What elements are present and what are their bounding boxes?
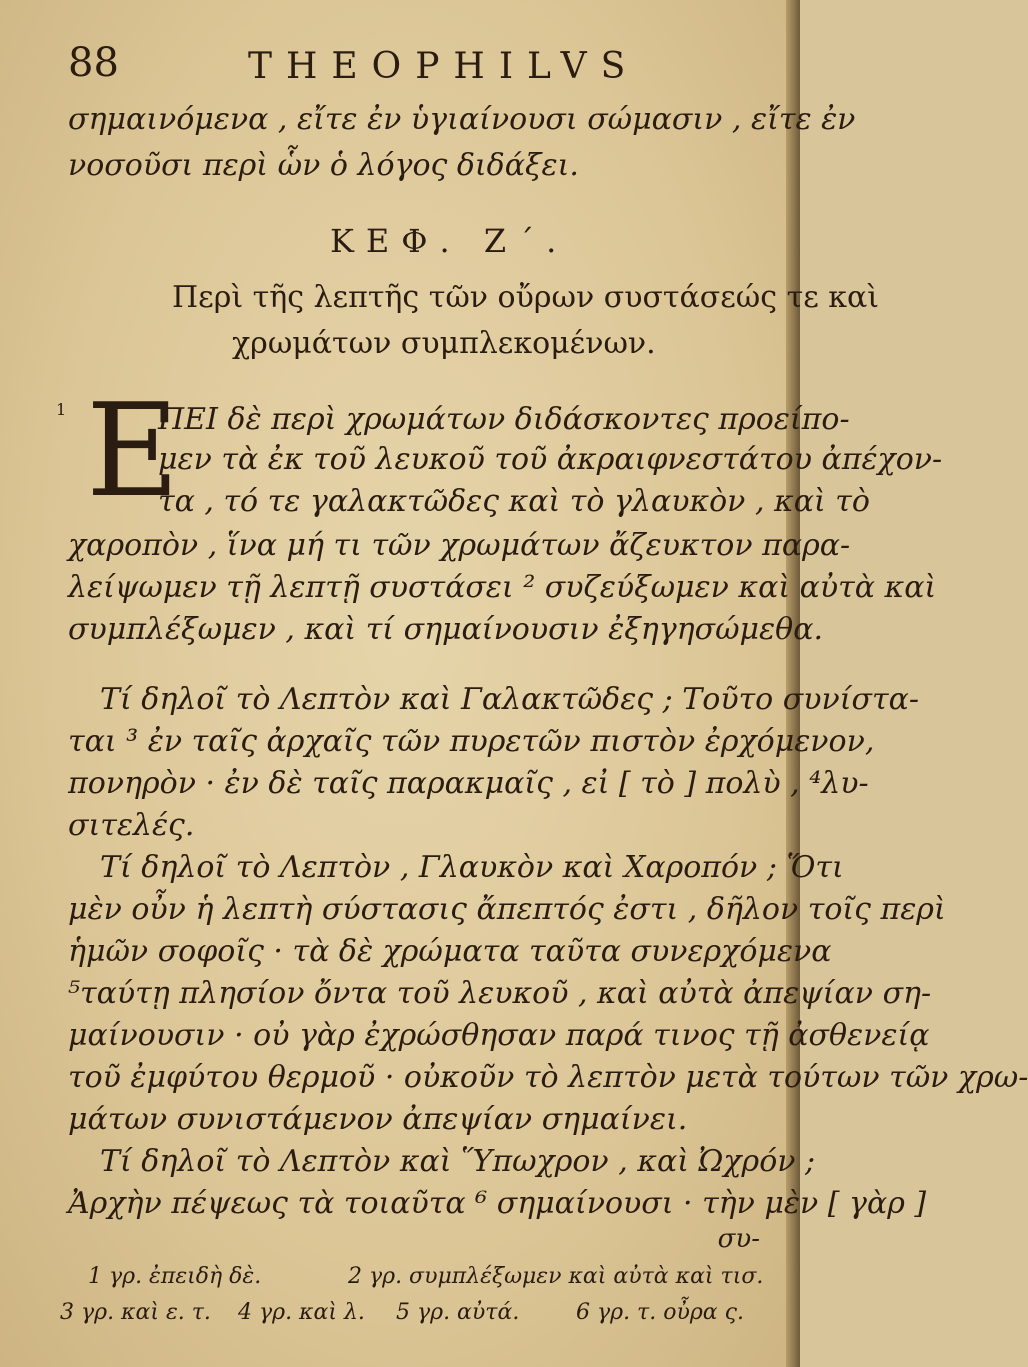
paragraph-line: λείψωμεν τῇ λεπτῇ συστάσει ² συζεύξωμεν καὶ αὐτὰ καὶ	[68, 570, 937, 605]
footnote: 5 γρ. αὐτά.	[396, 1300, 520, 1325]
chapter-title-line: Περὶ τῆς λεπτῆς τῶν οὔρων συστάσεώς τε καὶ	[172, 280, 880, 315]
paragraph-line: μαίνουσιν · οὐ γὰρ ἐχρώσθησαν παρά τινος τῇ ἀσθενείᾳ	[68, 1018, 930, 1053]
page-header	[68, 40, 728, 100]
footnote: 4 γρ. καὶ λ.	[238, 1300, 365, 1325]
paragraph-line: ἡμῶν σοφοῖς · τὰ δὲ χρώματα ταῦτα συνερχόμενα	[68, 934, 832, 969]
paragraph-line: ΠΕΙ δὲ περὶ χρωμάτων διδάσκοντες προείπο-	[158, 402, 850, 437]
drop-cap-initial: Ε	[86, 377, 180, 526]
paragraph-line: τοῦ ἐμφύτου θερμοῦ · οὐκοῦν τὸ λεπτὸν μετὰ τούτων τῶν χρω-	[68, 1060, 1028, 1095]
paragraph-line: χαροπὸν , ἵνα μή τι τῶν χρωμάτων ἄζευκτον παρα-	[68, 528, 851, 563]
paragraph-line: συμπλέξωμεν , καὶ τί σημαίνουσιν ἐξηγησώμεθα.	[68, 612, 824, 647]
paragraph-line: Τί δηλοῖ τὸ Λεπτὸν καὶ Ὕπωχρον , καὶ Ὠχρόν ;	[100, 1144, 816, 1179]
paragraph-line: μὲν οὖν ἡ λεπτὴ σύστασις ἄπεπτός ἐστι , δῆλον τοῖς περὶ	[68, 892, 946, 927]
chapter-heading: ΚΕΦ. Ζ´.	[330, 222, 569, 260]
body-line: σημαινόμενα , εἴτε ἐν ὑγιαίνουσι σώμασιν , εἴτε ἐν	[68, 102, 856, 137]
footnote: 6 γρ. τ. οὖρα ς.	[576, 1300, 744, 1325]
page-number: 88	[68, 40, 119, 86]
body-line: νοσοῦσι περὶ ὧν ὁ λόγος διδάξει.	[68, 148, 579, 183]
paragraph-line: Ἀρχὴν πέψεως τὰ τοιαῦτα ⁶ σημαίνουσι · τὴν μὲν [ γὰρ ]	[68, 1186, 927, 1221]
footnote: 2 γρ. συμπλέξωμεν καὶ αὐτὰ καὶ τισ.	[348, 1264, 764, 1289]
chapter-title-line: χρωμάτων συμπλεκομένων.	[232, 326, 656, 361]
paragraph-line: Τί δηλοῖ τὸ Λεπτὸν , Γλαυκὸν καὶ Χαροπόν ; Ὅτι	[100, 850, 844, 885]
footnote: 3 γρ. καὶ ε. τ.	[60, 1300, 211, 1325]
paragraph-line: μάτων συνιστάμενον ἀπεψίαν σημαίνει.	[68, 1102, 688, 1137]
paragraph-line: πονηρὸν · ἐν δὲ ταῖς παρακμαῖς , εἰ [ τὸ ] πολὺ , ⁴λυ-	[68, 766, 869, 801]
paragraph-line: ⁵ταύτῃ πλησίον ὄντα τοῦ λευκοῦ , καὶ αὐτὰ ἀπεψίαν ση-	[68, 976, 932, 1011]
footnote-marker: 1	[56, 400, 67, 419]
paragraph-line: σιτελές.	[68, 808, 195, 843]
paragraph-line: ται ³ ἐν ταῖς ἀρχαῖς τῶν πυρετῶν πιστὸν ἐρχόμενον,	[68, 724, 875, 759]
catchword: συ-	[717, 1224, 760, 1254]
running-title: THEOPHILVS	[248, 46, 640, 87]
paragraph-line: μεν τὰ ἐκ τοῦ λευκοῦ τοῦ ἀκραιφνεστάτου ἀπέχον-	[158, 442, 943, 477]
paragraph-line: Τί δηλοῖ τὸ Λεπτὸν καὶ Γαλακτῶδες ; Τοῦτο συνίστα-	[100, 682, 919, 717]
footnote: 1 γρ. ἐπειδὴ δὲ.	[88, 1264, 262, 1289]
paragraph-line: τα , τό τε γαλακτῶδες καὶ τὸ γλαυκὸν , καὶ τὸ	[158, 484, 870, 519]
